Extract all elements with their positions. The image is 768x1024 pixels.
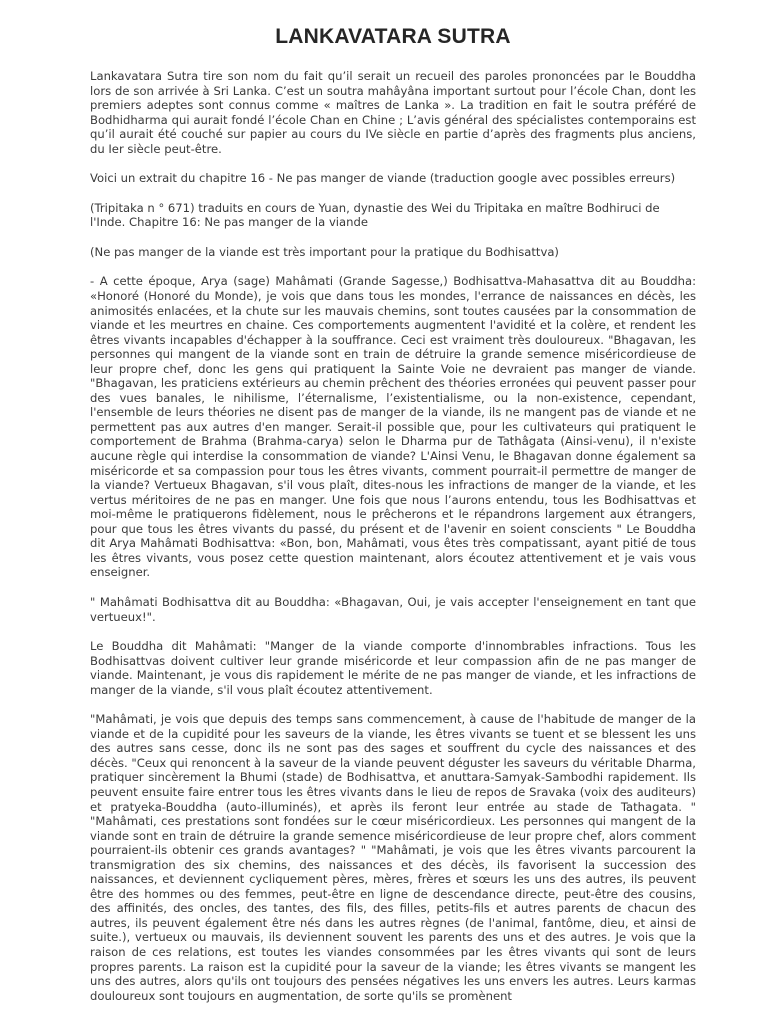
excerpt-intro-paragraph: Voici un extrait du chapitre 16 - Ne pas manger de viande (traduction google avec possibles erreurs) xyxy=(90,171,676,186)
page-title: LANKAVATARA SUTRA xyxy=(275,25,511,48)
buddha-teaching-paragraph: "Mahâmati, je vois que depuis des temps sans commencement, à cause de l'habitude de manger de la viande et de la cupidité pour les saveurs de la viande, les êtres vivants se tuent et se blessent les uns des autres sans cesse, donc ils ne sont pas des sages et souffrent du cycle des naissances et des décès. "Ceux qui renoncent à la saveur de la viande peuvent déguster les saveurs du véritable Dharma, pratiquer sincèrement la Bhumi (stade) de Bodhisattva, et anuttara-Samyak-Sambodhi rapidement. Ils peuvent ensuite faire entrer tous les êtres vivants dans le lieu de repos de Sravaka (voix des auditeurs) et pratyeka-Bouddha (auto-illuminés), et après ils feront leur entrée au stade de Tathagata. " "Mahâmati, ces prestations sont fondées sur le cœur miséricordieux. Les personnes qui mangent de la viande sont en train de détruire la grande semence miséricordieuse de leur propre chef, alors comment pourraient-ils obtenir ces grands avantages? " "Mahâmati, je vois que les êtres vivants parcourent la transmigration des six chemins, des naissances et des décès, ils favorisent la succession des naissances, et deviennent cycliquement pères, mères, frères et sœurs les uns des autres, ils peuvent être des hommes ou des femmes, peut-être en ligne de descendance directe, peut-être des cousins, des affinités, des oncles, des tantes, des fils, des filles, petits-fils et autres parents de chacun des autres, ils peuvent également être nés dans les autres règnes (de l'animal, fantôme, dieu, et ainsi de suite.), vertueux ou mauvais, ils deviennent souvent les parents des uns et des autres. Je vois que la raison de ces relations, est toutes les viandes consommées par les êtres vivants qui sont de leurs propres parents. La raison est la cupidité pour la saveur de la viande; les êtres vivants se mangent les uns des autres, alors qu'ils ont toujours des pensées négatives les uns envers les autres. Leurs karmas douloureux sont toujours en augmentation, de sorte qu'ils se promènent xyxy=(90,712,696,1003)
buddha-answer-paragraph: Le Bouddha dit Mahâmati: "Manger de la viande comporte d'innombrables infractions. Tous les Bodhisattvas doivent cultiver leur grande miséricorde et leur compassion afin de ne pas manger de viande. Maintenant, je vous dis rapidement le mérite de ne pas manger de viande, et les infractions de manger de la viande, s'il vous plaît écoutez attentivement. xyxy=(90,639,696,697)
intro-paragraph: Lankavatara Sutra tire son nom du fait qu’il serait un recueil des paroles prononcées par le Bouddha lors de son arrivée à Sri Lanka. C’est un soutra mahâyâna important surtout pour l’école Chan, dont les premiers adeptes sont connus comme « maîtres de Lanka ». La tradition en fait le soutra préféré de Bodhidharma qui aurait fondé l’école Chan en Chine ; L’avis général des spécialistes contemporains est qu’il aurait été couché sur papier au cours du IVe siècle en partie d’après des fragments plus anciens, du Ier siècle peut-être. xyxy=(90,69,696,156)
mahamati-question-paragraph: - A cette époque, Arya (sage) Mahâmati (Grande Sagesse,) Bodhisattva-Mahasattva dit au Bouddha: «Honoré (Honoré du Monde), je vois que dans tous les mondes, l'errance de naissances en décès, les animosités enlacées, et la chute sur les mauvais chemins, sont toutes causées par la consommation de viande et les meurtres en chaine. Ces comportements augmentent l'avidité et la colère, et rendent les êtres vivants incapables d'échapper à la souffrance. Ceci est vraiment très douloureux. "Bhagavan, les personnes qui mangent de la viande sont en train de détruire la grande semence miséricordieuse de leur propre chef, donc les gens qui pratiquent la Sainte Voie ne devraient pas manger de viande. "Bhagavan, les praticiens extérieurs au chemin prêchent des théories erronées qui peuvent passer pour des vues banales, le nihilisme, l’éternalisme, l’existentialisme, ou la non-existence, cependant, l'ensemble de leurs théories ne disent pas de manger de la viande, ils ne mangent pas de viande et ne permettent pas aux autres d'en manger. Serait-il possible que, pour les cultivateurs qui pratiquent le comportement de Brahma (Brahma-carya) selon le Dharma pur de Tathâgata (Ainsi-venu), il n'existe aucune règle qui interdise la consommation de viande? L'Ainsi Venu, le Bhagavan donne également sa miséricorde et sa compassion pour tous les êtres vivants, comment pourrait-il permettre de manger de la viande? Vertueux Bhagavan, s'il vous plaît, dites-nous les infractions de manger de la viande, et les vertus méritoires de ne pas en manger. Une fois que nous l’aurons entendu, tous les Bodhisattvas et moi-même le pratiquerons fidèlement, nous le prêcherons et le répandrons largement aux étrangers, pour que tous les êtres vivants du passé, du présent et de l'avenir en soient conscients " Le Bouddha dit Arya Mahâmati Bodhisattva: «Bon, bon, Mahâmati, vous êtes très compatissant, ayant pitié de tous les êtres vivants, vous posez cette question maintenant, alors écoutez attentivement et je vais vous enseigner. xyxy=(90,274,696,580)
tripitaka-reference-paragraph: (Tripitaka n ° 671) traduits en cours de Yuan, dynastie des Wei du Tripitaka en maître Bodhiruci de l'Inde. Chapitre 16: Ne pas manger de la viande xyxy=(90,200,660,230)
mahamati-reply-paragraph: " Mahâmati Bodhisattva dit au Bouddha: «Bhagavan, Oui, je vais accepter l'enseignement en tant que vertueux!". xyxy=(90,594,696,624)
chapter-note-paragraph: (Ne pas manger de la viande est très important pour la pratique du Bodhisattva) xyxy=(90,244,559,259)
